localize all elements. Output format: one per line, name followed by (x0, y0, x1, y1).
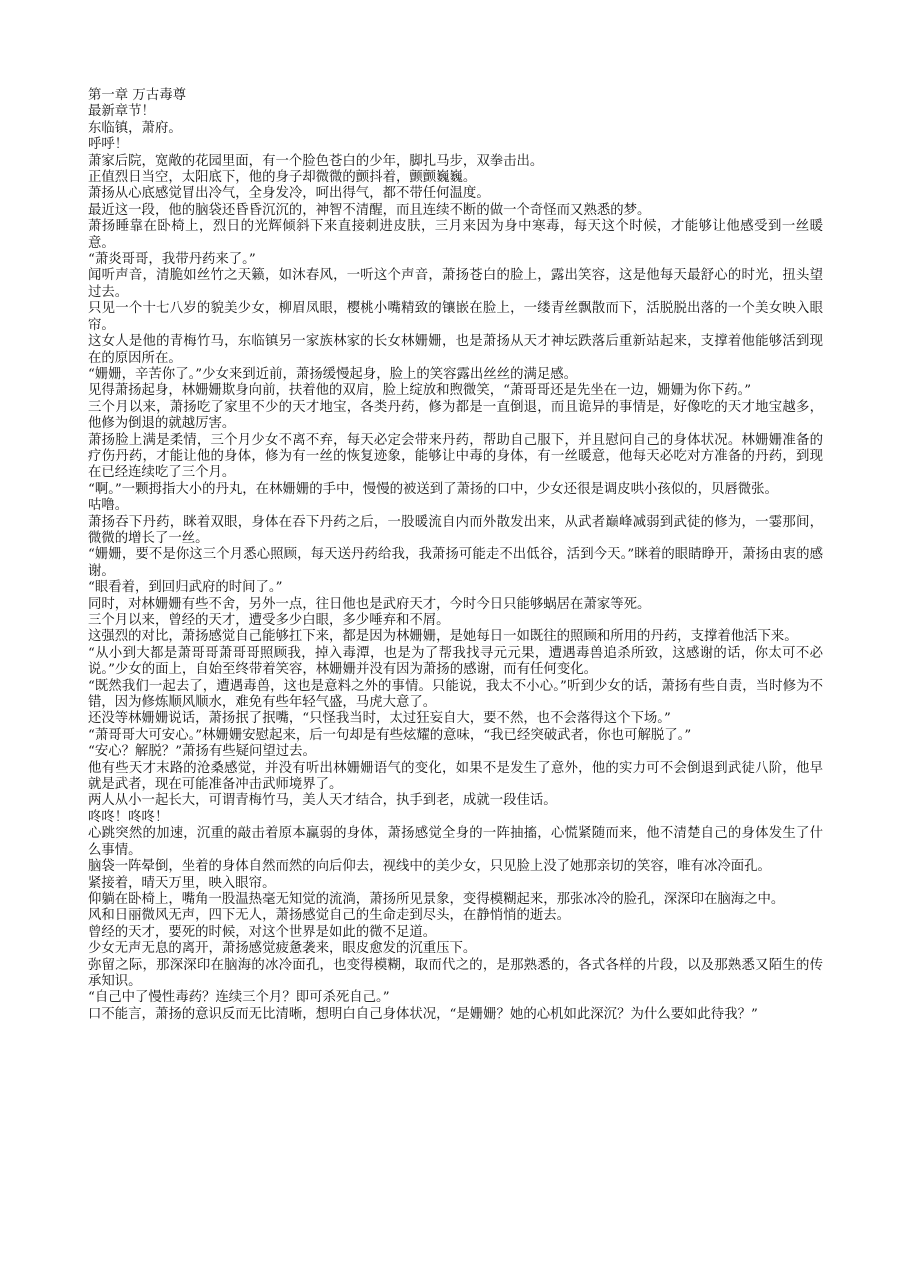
paragraph: 闻听声音，清脆如丝竹之天籁，如沐春风，一听这个声音，萧扬苍白的脸上，露出笑容，这是他每天最舒心的时光，扭头望过去。 (88, 268, 823, 300)
paragraph: 三个月以来，萧扬吃了家里不少的天才地宝，各类丹药，修为都是一直倒退，而且诡异的事情是，好像吃的天才地宝越多，他修为倒退的就越厉害。 (88, 399, 823, 432)
paragraph: 紧接着，晴天万里，映入眼帘。 (88, 875, 276, 891)
paragraph: 曾经的天才，要死的时候，对这个世界是如此的微不足道。 (88, 924, 437, 940)
paragraph: 这女人是他的青梅竹马，东临镇另一家族林家的长女林姗姗，也是萧扬从天才神坛跌落后重新站起来，支撑着他能够活到现在的原因所在。 (88, 334, 823, 366)
paragraph: 咚咚！咚咚！ (88, 809, 169, 825)
paragraph: 脑袋一阵晕倒，坐着的身体自然而然的向后仰去，视线中的美少女，只见脸上没了她那亲切的笑容，唯有冰冷面孔。 (88, 859, 771, 875)
paragraph: 少女无声无息的离开，萧扬感觉疲惫袭来，眼皮愈发的沉重压下。 (88, 941, 477, 957)
paragraph: 弥留之际，那深深印在脑海的冰冷面孔，也变得模糊，取而代之的，是那熟悉的，各式各样的片段，以及那熟悉又陌生的传承知识。 (88, 957, 823, 989)
paragraph: 风和日丽微风无声，四下无人，萧扬感觉自己的生命走到尽头，在静悄悄的逝去。 (88, 908, 571, 924)
paragraph: 他有些天才末路的沧桑感觉，并没有听出林姗姗语气的变化，如果不是发生了意外，他的实力可不会倒退到武徒八阶，他早就是武者，现在可能准备冲击武师境界了。 (88, 760, 823, 793)
latest-chapter-note: 最新章节！ (88, 104, 155, 120)
paragraph: 最近这一段，他的脑袋还昏昏沉沉的，神智不清醒，而且连续不断的做一个奇怪而又熟悉的梦。 (88, 202, 651, 218)
paragraph: 萧扬吞下丹药，眯着双眼，身体在吞下丹药之后，一股暖流自内而外散发出来，从武者巅峰减弱到武徒的修为，一霎那间，微微的增长了一丝。 (88, 514, 823, 546)
paragraph: 萧扬从心底感觉冒出冷气，全身发冷，呵出得气，都不带任何温度。 (88, 186, 490, 202)
paragraph: “安心？解脱？”萧扬有些疑问望过去。 (88, 744, 316, 760)
paragraph: “啊。”一颗拇指大小的丹丸，在林姗姗的手中，慢慢的被送到了萧扬的口中，少女还很是调皮哄小孩似的，贝唇微张。 (88, 481, 778, 497)
chapter-title: 第一章 万古毒尊 (88, 88, 186, 103)
paragraph: 萧扬脸上满是柔情，三个月少女不离不弃，每天必定会带来丹药，帮助自己服下，并且慰问自己的身体状况。林姗姗准备的疗伤丹药，才能让他的身体，修为有一丝的恢复迹象，能够让中毒的身体，有一丝暖意，他每天必吃对方准备的丹药，到现在已经连续吃了三个月。 (88, 432, 823, 481)
paragraph: 咕噜。 (88, 498, 129, 514)
paragraph: 两人从小一起长大，可谓青梅竹马，美人天才结合，执手到老，成就一段佳话。 (88, 793, 557, 809)
paragraph: 东临镇，萧府。 (88, 120, 182, 136)
paragraph: 还没等林姗姗说话，萧扬抿了抿嘴，“只怪我当时，太过狂妄自大，要不然，也不会落得这个下场。” (88, 711, 671, 727)
paragraph: 只见一个十七八岁的貌美少女，柳眉凤眼，樱桃小嘴精致的镶嵌在脸上，一缕青丝飘散而下，活脱脱出落的一个美女映入眼帘。 (88, 301, 823, 333)
paragraph: 这强烈的对比，萧扬感觉自己能够扛下来，都是因为林姗姗，是她每日一如既往的照顾和所用的丹药，支撑着他活下来。 (88, 629, 798, 645)
paragraph: 口不能言，萧扬的意识反而无比清晰，想明白自己身体状况，“是姗姗？她的心机如此深沉？为什么要如此待我？” (88, 1006, 758, 1022)
paragraph: “姗姗，要不是你这三个月悉心照顾，每天送丹药给我，我萧扬可能走不出低谷，活到今天。”眯着的眼睛睁开，萧扬由衷的感谢。 (88, 547, 823, 579)
paragraph: “姗姗，辛苦你了。”少女来到近前，萧扬缓慢起身，脸上的笑容露出丝丝的满足感。 (88, 366, 578, 382)
paragraph: 心跳突然的加速，沉重的敲击着原本赢弱的身体，萧扬感觉全身的一阵抽搐，心慌紧随而来，他不清楚自己的身体发生了什么事情。 (88, 826, 823, 858)
paragraph: 萧扬睡靠在卧椅上，烈日的光辉倾斜下来直接刺进皮肤，三月来因为身中寒毒，每天这个时候，才能够让他感受到一丝暖意。 (88, 219, 823, 251)
paragraph: “自己中了慢性毒药？连续三个月？即可杀死自己。” (88, 990, 390, 1006)
paragraph: “眼看着，到回归武府的时间了。” (88, 580, 283, 596)
document-body (88, 88, 823, 1023)
paragraph: “既然我们一起去了，遭遇毒兽，这也是意料之外的事情。只能说，我太不小心。”听到少女的话，萧扬有些自责，当时修为不错，因为修炼顺风顺水，难免有些年轻气盛，马虎大意了。 (88, 678, 823, 711)
paragraph: 呼呼！ (88, 137, 129, 153)
paragraph: 三个月以来，曾经的天才，遭受多少白眼，多少唾弃和不屑。 (88, 613, 450, 628)
paragraph: “从小到大都是萧哥哥萧哥哥照顾我，掉入毒潭，也是为了帮我找寻元元果，遭遇毒兽追杀所致，这感谢的话，你太可不必说。”少女的面上，自始至终带着笑容，林姗姗并没有因为萧扬的感谢，而有任何变化。 (88, 645, 823, 678)
paragraph: 正值烈日当空，太阳底下，他的身子却微微的颤抖着，颤颤巍巍。 (88, 170, 477, 186)
paragraph: “萧炎哥哥，我带丹药来了。” (88, 252, 256, 268)
paragraph: 萧家后院，宽敞的花园里面，有一个脸色苍白的少年，脚扎马步，双拳击出。 (88, 153, 544, 169)
paragraph: 见得萧扬起身，林姗姗欺身向前，扶着他的双肩，脸上绽放和煦微笑，“萧哥哥还是先坐在一边，姗姗为你下药。” (88, 383, 752, 399)
paragraph: 仰躺在卧椅上，嘴角一股温热毫无知觉的流淌，萧扬所见景象，变得模糊起来，那张冰冷的脸孔，深深印在脑海之中。 (88, 891, 785, 907)
paragraph: “萧哥哥大可安心。”林姗姗安慰起来，后一句却是有些炫耀的意味，“我已经突破武者，你也可解脱了。” (88, 727, 692, 743)
paragraph: 同时，对林姗姗有些不舍，另外一点，往日他也是武府天才，今时今日只能够蜗居在萧家等死。 (88, 596, 651, 612)
